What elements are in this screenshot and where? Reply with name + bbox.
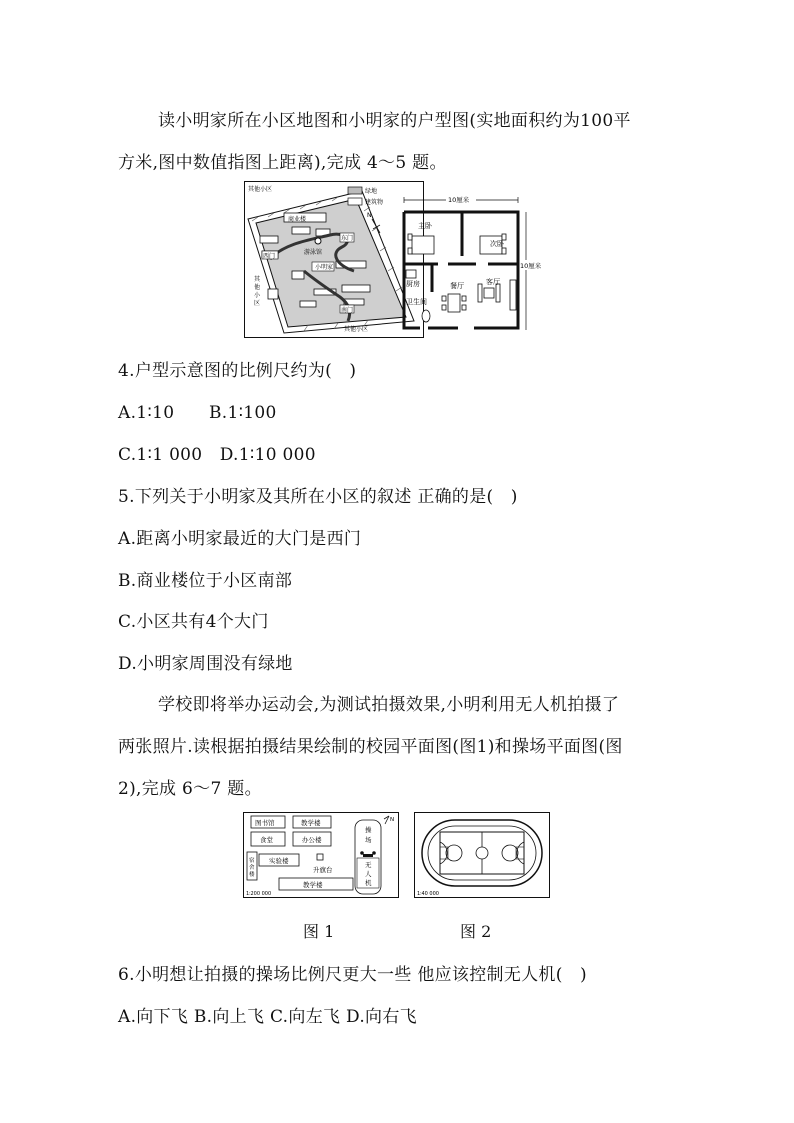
campus-plan <box>243 812 399 898</box>
playground-plan <box>414 812 550 898</box>
label-drone-1: 无 <box>365 861 372 869</box>
label-other-left-1: 其 <box>254 276 261 283</box>
label-office: 办公楼 <box>302 836 322 844</box>
q5-option-c: C.小区共有4个大门 <box>118 612 269 632</box>
label-other-left-3: 小 <box>254 292 261 299</box>
label-kitchen: 厨房 <box>406 280 420 288</box>
q6-options: A.向下飞 B.向上飞 C.向左飞 D.向右飞 <box>118 1007 417 1027</box>
q5-option-b: B.商业楼位于小区南部 <box>118 571 293 591</box>
label-second-bedroom: 次卧 <box>490 240 504 248</box>
q5-option-a: A.距离小明家最近的大门是西门 <box>118 529 362 549</box>
label-commercial: 商业楼 <box>288 216 307 223</box>
label-playground-2: 场 <box>365 836 372 844</box>
q5-option-d: D.小明家周围没有绿地 <box>118 654 293 674</box>
label-dorm-3: 楼 <box>249 872 255 878</box>
label-east-gate: 东门 <box>341 235 354 242</box>
q6-stem: 6.小明想让拍摄的操场比例尺更大一些 他应该控制无人机( ) <box>118 965 587 985</box>
label-south-gate: 南门 <box>341 307 354 314</box>
label-swimming: 游泳馆 <box>304 249 323 256</box>
legend-green-label: 绿地 <box>365 188 378 195</box>
label-lab: 实验楼 <box>269 857 289 865</box>
label-other-left-4: 区 <box>254 300 261 307</box>
intro2-line2: 两张照片.读根据拍摄结果绘制的校园平面图(图1)和操场平面图(图 <box>118 737 623 757</box>
label-drone-3: 机 <box>365 879 372 887</box>
label-dorm-2: 舍 <box>249 865 255 871</box>
label-drone-2: 人 <box>365 870 372 878</box>
label-home: 小明家 <box>315 264 334 271</box>
label-flag: 升旗台 <box>313 866 333 874</box>
q5-stem: 5.下列关于小明家及其所在小区的叙述 正确的是( ) <box>118 487 518 507</box>
fig1-caption: 图 1 <box>303 922 335 941</box>
label-canteen: 食堂 <box>260 836 273 844</box>
label-other-bottom: 其他小区 <box>344 326 369 333</box>
intro1-line1: 读小明家所在小区地图和小明家的户型图(实地面积约为100平 <box>158 111 631 131</box>
label-bathroom: 卫生间 <box>406 298 427 306</box>
intro1-line2: 方米,图中数值指图上距离),完成 4～5 题。 <box>118 153 447 173</box>
q4-options-cd: C.1∶1 000 D.1∶10 000 <box>118 445 316 465</box>
label-playground-1: 操 <box>365 826 372 834</box>
community-map <box>244 181 424 338</box>
label-teaching-bottom: 教学楼 <box>303 881 323 889</box>
legend-building-label: 建筑物 <box>365 199 384 206</box>
height-label: 10厘米 <box>520 262 542 270</box>
fig2-scale: 1∶40 000 <box>417 891 439 897</box>
label-library: 图书馆 <box>255 819 275 827</box>
label-dining: 餐厅 <box>450 282 464 290</box>
label-master-bedroom: 主卧 <box>418 222 432 230</box>
q4-stem: 4.户型示意图的比例尺约为( ) <box>118 361 357 381</box>
label-top-left: 其他小区 <box>248 186 273 193</box>
fig1-north-label: N <box>390 817 395 823</box>
label-living: 客厅 <box>486 278 500 286</box>
fig1-scale: 1∶200 000 <box>246 891 272 897</box>
floor-plan <box>398 192 554 338</box>
north-label: N <box>367 212 372 219</box>
label-other-left-2: 他 <box>254 284 261 291</box>
label-teaching-top: 教学楼 <box>301 819 321 827</box>
fig2-caption: 图 2 <box>460 922 492 941</box>
intro2-line3: 2),完成 6～7 题。 <box>118 779 262 799</box>
intro2-line1: 学校即将举办运动会,为测试拍摄效果,小明利用无人机拍摄了 <box>158 695 620 715</box>
width-label: 10厘米 <box>448 196 470 204</box>
label-dorm-1: 宿 <box>249 858 255 864</box>
q4-options-ab: A.1∶10 B.1∶100 <box>118 403 277 423</box>
label-west-gate: 西门 <box>263 253 276 260</box>
